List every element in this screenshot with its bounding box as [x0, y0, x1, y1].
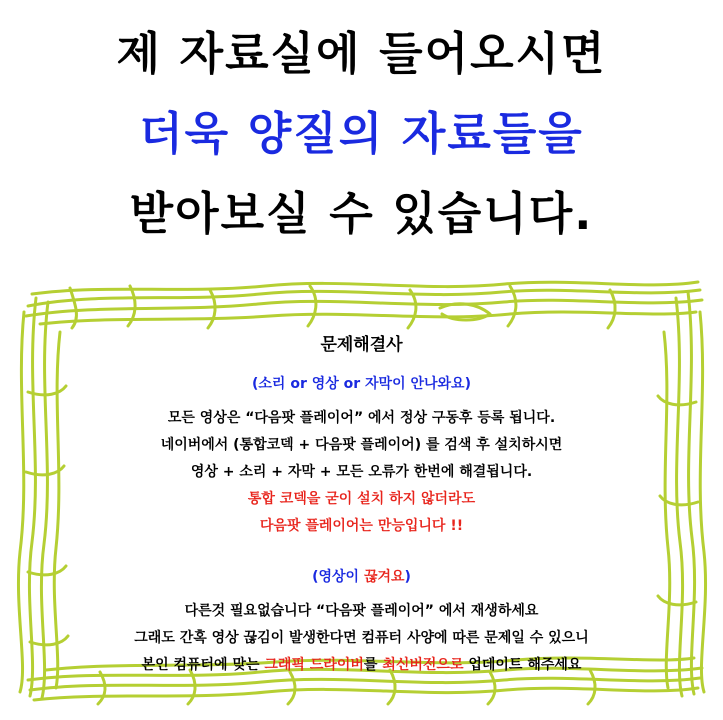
section2-subtitle-highlight: 끊겨요 — [363, 569, 405, 585]
last-line-prefix: 본인 컴퓨터에 맞는 — [141, 657, 265, 673]
section-gap — [40, 540, 683, 566]
section1-line-1: 모든 영상은 “다음팟 플레이어” 에서 정상 구동후 등록 됩니다. — [167, 410, 556, 426]
last-line-middle: 를 — [363, 657, 383, 673]
headline-line-2: 더욱 양질의 자료들을 — [139, 107, 584, 160]
section2-line-2: 그래도 간혹 영상 끊김이 발생한다면 컴퓨터 사양에 따른 문제일 수 있으니 — [134, 630, 589, 646]
headline-line-1: 제 자료실에 들어오시면 — [116, 27, 607, 80]
section1-subtitle: (소리 or 영상 or 자막이 안나와요) — [252, 376, 471, 392]
section1-line-4: 통합 코덱을 굳이 설치 하지 않더라도 — [247, 491, 476, 507]
section1-line-3: 영상 + 소리 + 자막 + 모든 오류가 한번에 해결됩니다. — [190, 464, 533, 480]
section2-subtitle-suffix: ) — [404, 569, 411, 585]
last-line-highlight-1: 그래픽 드라이버 — [264, 657, 364, 673]
note-content — [40, 330, 683, 679]
last-line-highlight-2: 최신버전으로 — [382, 657, 464, 673]
section1-line-2: 네이버에서 (통합코덱 + 다음팟 플레이어) 를 검색 후 설치하시면 — [160, 437, 563, 453]
section2-last-line — [40, 652, 683, 679]
note-title: 문제해결사 — [320, 335, 403, 355]
section2-line-1: 다른것 필요없습니다 “다음팟 플레이어” 에서 재생하세요 — [184, 603, 539, 619]
headline-line-3: 받아보실 수 있습니다. — [129, 187, 594, 240]
section1-line-5: 다음팟 플레이어는 만능입니다 !! — [259, 518, 464, 534]
last-line-suffix: 업데이트 해주세요 — [463, 657, 582, 673]
section2-subtitle-prefix: (영상이 — [312, 569, 364, 585]
headline-block — [0, 14, 723, 254]
section2-subtitle — [40, 566, 683, 586]
